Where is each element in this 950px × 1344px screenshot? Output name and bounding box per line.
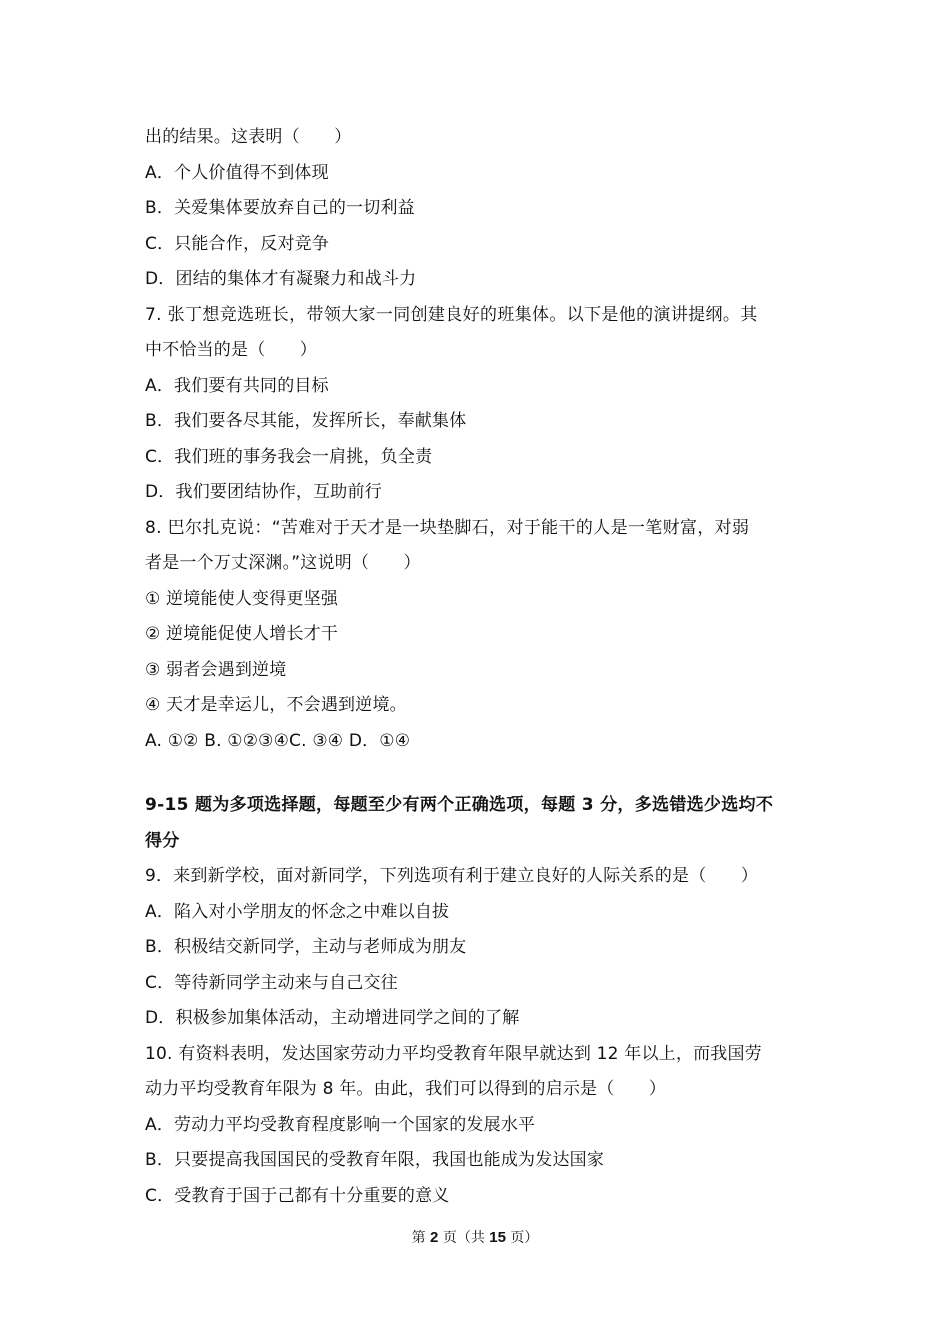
footer-total-pages: 15 xyxy=(489,1229,506,1246)
question-10-stem: 10. 有资料表明，发达国家劳动力平均受教育年限早就达到 12 年以上，而我国劳 xyxy=(145,1043,762,1064)
section-gap xyxy=(145,759,815,787)
q6-option-d: D．团结的集体才有凝聚力和战斗力 xyxy=(145,269,417,289)
q7-option-c: C．我们班的事务我会一肩挑，负全责 xyxy=(145,446,433,467)
question-8-stem-cont: 者是一个万丈深渊。”这说明（ ） xyxy=(145,553,421,573)
section-heading-line-1: 9-15 题为多项选择题，每题至少有两个正确选项，每题 3 分，多选错选少选均不 xyxy=(145,795,774,815)
q7-option-d: D．我们要团结协作，互助前行 xyxy=(145,482,382,502)
q7-option-a: A．我们要有共同的目标 xyxy=(145,375,329,396)
q6-option-c: C．只能合作，反对竞争 xyxy=(145,233,330,254)
question-9-stem: 9．来到新学校，面对新同学，下列选项有利于建立良好的人际关系的是（ ） xyxy=(145,866,759,886)
q10-option-a: A．劳动力平均受教育程度影响一个国家的发展水平 xyxy=(145,1114,536,1135)
footer-page-number: 2 xyxy=(430,1229,439,1246)
question-10-stem-cont: 动力平均受教育年限为 8 年。由此，我们可以得到的启示是（ ） xyxy=(145,1079,667,1099)
page-content xyxy=(145,120,815,1214)
section-heading-line-2: 得分 xyxy=(145,831,180,851)
q8-statement-1: ① 逆境能使人变得更坚强 xyxy=(145,588,339,609)
question-8-stem: 8. 巴尔扎克说：“苦难对于天才是一块垫脚石，对于能干的人是一笔财富，对弱 xyxy=(145,517,750,538)
q8-statement-4: ④ 天才是幸运儿，不会遇到逆境。 xyxy=(145,695,407,715)
q8-options: A. ①② B. ①②③④C. ③④ D．①④ xyxy=(145,730,411,751)
q9-option-c: C．等待新同学主动来与自己交往 xyxy=(145,972,398,993)
q6-option-a: A．个人价值得不到体现 xyxy=(145,162,329,183)
q10-option-c: C．受教育于国于己都有十分重要的意义 xyxy=(145,1185,450,1206)
footer-prefix: 第 xyxy=(411,1230,426,1246)
question-6-stem-continued: 出的结果。这表明（ ） xyxy=(145,127,352,147)
q9-option-a: A．陷入对小学朋友的怀念之中难以自拔 xyxy=(145,901,450,922)
q8-statement-3: ③ 弱者会遇到逆境 xyxy=(145,659,287,680)
question-7-stem: 7. 张丁想竞选班长，带领大家一同创建良好的班集体。以下是他的演讲提纲。其 xyxy=(145,304,758,325)
q9-option-d: D．积极参加集体活动，主动增进同学之间的了解 xyxy=(145,1008,520,1028)
q6-option-b: B．关爱集体要放弃自己的一切利益 xyxy=(145,198,415,218)
footer-suffix: 页） xyxy=(510,1230,539,1246)
question-7-stem-cont: 中不恰当的是（ ） xyxy=(145,340,317,360)
q10-option-b: B．只要提高我国国民的受教育年限，我国也能成为发达国家 xyxy=(145,1150,605,1170)
footer-middle: 页（共 xyxy=(442,1230,485,1246)
page-footer xyxy=(0,1228,950,1248)
q8-statement-2: ② 逆境能促使人增长才干 xyxy=(145,624,339,644)
q7-option-b: B．我们要各尽其能，发挥所长，奉献集体 xyxy=(145,411,467,431)
q9-option-b: B．积极结交新同学，主动与老师成为朋友 xyxy=(145,937,467,957)
